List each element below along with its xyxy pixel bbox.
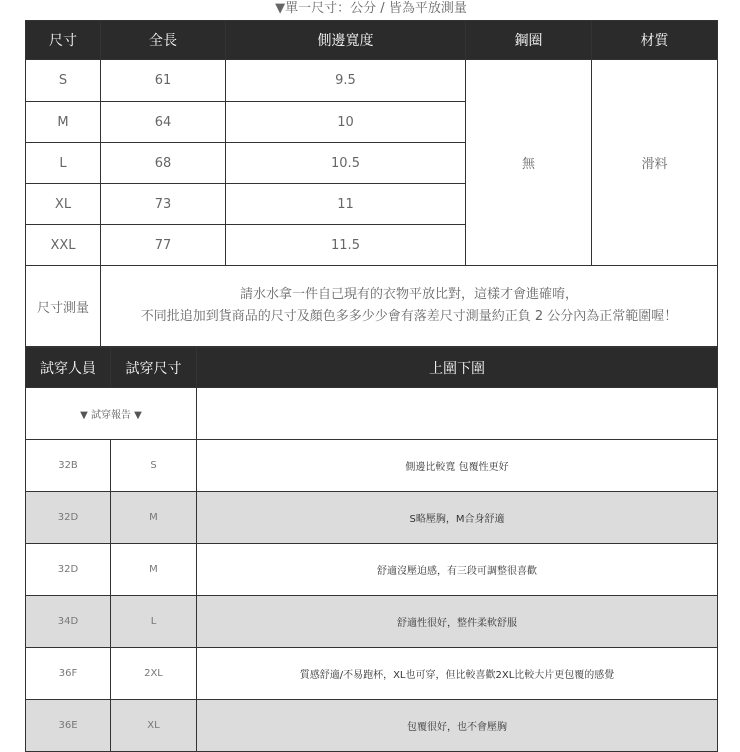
length-cell: 77 [101,225,226,266]
fit-person-cell: 32B [26,440,111,492]
length-cell: 64 [101,102,226,143]
fit-comment-cell: 包覆很好，也不會壓胸 [197,700,718,752]
table-row [26,60,718,102]
length-cell: 61 [101,60,226,102]
size-chart [25,0,717,752]
size-cell: L [26,143,101,184]
fit-person-cell: 32D [26,544,111,596]
fit-person-cell: 32D [26,492,111,544]
underwire-cell: 無 [466,60,592,266]
fit-size-cell: S [111,440,197,492]
fit-person-cell: 36E [26,700,111,752]
size-cell: S [26,60,101,102]
fit-person-cell: 34D [26,596,111,648]
measurement-note [101,266,718,347]
measurement-note-label: 尺寸測量 [26,266,101,347]
table-row [26,596,718,648]
fit-comment-cell: 舒適性很好，整件柔軟舒服 [197,596,718,648]
header-fit-size: 試穿尺寸 [111,348,197,388]
fit-comment-cell: 側邊比較寬 包覆性更好 [197,440,718,492]
table-row [26,700,718,752]
table-row [26,544,718,596]
side-width-cell: 11.5 [226,225,466,266]
side-width-cell: 11 [226,184,466,225]
header-length: 全長 [101,21,226,60]
size-cell: M [26,102,101,143]
length-cell: 68 [101,143,226,184]
fit-size-cell: L [111,596,197,648]
header-size: 尺寸 [26,21,101,60]
fit-report-title: ▼ 試穿報告 ▼ [26,388,197,440]
fit-report-title-blank [197,388,718,440]
side-width-cell: 10.5 [226,143,466,184]
measurement-note-line-2: 不同批追加到貨商品的尺寸及顏色多多少少會有落差尺寸測量約正負 2 公分內為正常範圍喔！ [140,309,678,324]
fit-report-title-row [26,388,718,440]
header-fit-comment: 上圍下圍 [197,348,718,388]
fit-size-cell: 2XL [111,648,197,700]
fit-size-cell: XL [111,700,197,752]
fit-size-cell: M [111,492,197,544]
length-cell: 73 [101,184,226,225]
size-cell: XL [26,184,101,225]
header-material: 材質 [592,21,718,60]
fit-report-table [25,347,718,752]
size-table-header [26,21,718,60]
table-row [26,648,718,700]
side-width-cell: 9.5 [226,60,466,102]
fit-report-header [26,348,718,388]
fit-size-cell: M [111,544,197,596]
size-table [25,20,718,347]
material-cell: 滑料 [592,60,718,266]
table-row [26,492,718,544]
size-chart-caption: ▼單一尺寸：公分 / 皆為平放測量 [275,1,467,16]
fit-comment-cell: S略壓胸，M合身舒適 [197,492,718,544]
fit-comment-cell: 質感舒適/不易跑杯，XL也可穿，但比較喜歡2XL比較大片更包覆的感覺 [197,648,718,700]
measurement-note-line-1: 請水水拿一件自己現有的衣物平放比對，這樣才會進確唷， [239,287,578,302]
header-fit-person: 試穿人員 [26,348,111,388]
header-side-width: 側邊寬度 [226,21,466,60]
measurement-note-row [26,266,718,347]
fit-comment-cell: 舒適沒壓迫感，有三段可調整很喜歡 [197,544,718,596]
size-cell: XXL [26,225,101,266]
table-row [26,440,718,492]
side-width-cell: 10 [226,102,466,143]
header-underwire: 鋼圈 [466,21,592,60]
fit-person-cell: 36F [26,648,111,700]
